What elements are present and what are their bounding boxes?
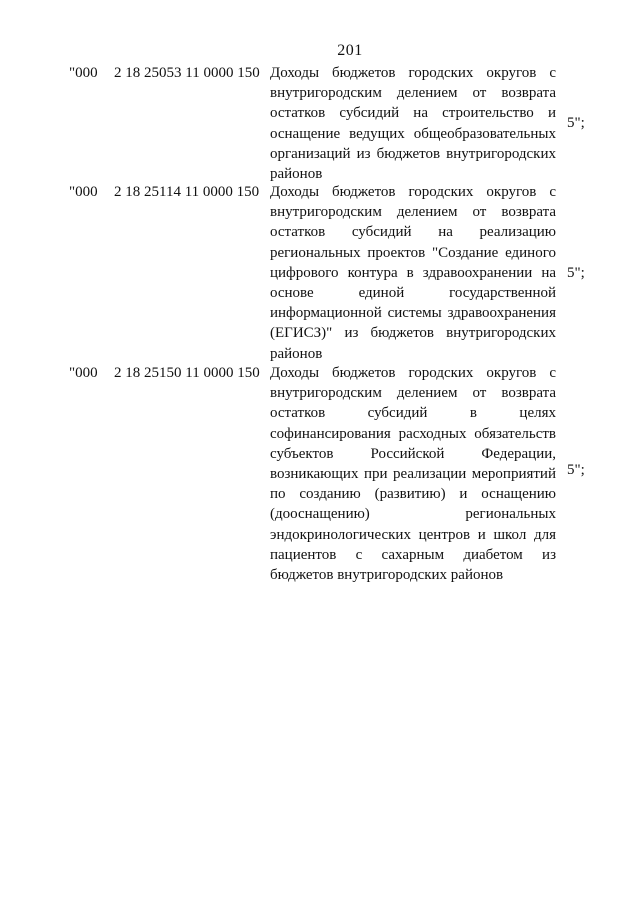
entry-description [270,182,556,364]
entry-description [270,363,556,585]
description-line: остатков субсидий на реализацию [270,224,556,241]
description-line: районов [270,165,323,182]
entry-value: 5"; [567,265,585,281]
description-line: цифрового контура в здравоохранении на [270,264,556,281]
description-line: возникающих при реализации мероприятий [270,465,556,482]
description-line: бюджетов внутригородских районов [270,566,504,583]
description-line: районов [270,345,323,362]
description-line: эндокринологических центров и школ для [270,526,556,543]
description-line: (дооснащению) региональных [270,506,556,523]
budget-code: 2 18 25150 11 0000 150 [114,365,260,381]
budget-code: 2 18 25053 11 0000 150 [114,65,260,81]
description-line: оснащение ведущих общеобразовательных [270,125,556,142]
description-line: субъектов Российской Федерации, [270,445,556,462]
description-line: остатков субсидий на строительство и [270,105,556,122]
description-line: остатков субсидий в целях [270,405,556,422]
entry-value: 5"; [567,115,585,131]
description-line: организаций из бюджетов внутригородских [270,145,556,162]
description-line: основе единой государственной [270,284,556,301]
description-line: по созданию (развитию) и оснащению [270,486,556,503]
description-line: внутригородским делением от возврата [270,204,556,221]
entry-prefix: "000 [69,65,98,81]
description-line: информационной системы здравоохранения [270,305,556,322]
description-line: Доходы бюджетов городских округов с [270,184,556,200]
description-line: (ЕГИСЗ)" из бюджетов внутригородских [270,325,556,342]
entry-prefix: "000 [69,365,98,381]
budget-code: 2 18 25114 11 0000 150 [114,184,260,200]
description-line: региональных проектов "Создание единого [270,244,556,261]
page-number: 201 [337,42,363,59]
entry-description [270,63,556,184]
description-line: внутригородским делением от возврата [270,85,556,102]
entry-prefix: "000 [69,184,98,200]
description-line: Доходы бюджетов городских округов с [270,365,556,381]
entry-value: 5"; [567,462,585,478]
description-line: внутригородским делением от возврата [270,385,556,402]
description-line: Доходы бюджетов городских округов с [270,65,556,81]
description-line: пациентов с сахарным диабетом из [270,546,556,563]
description-line: софинансирования расходных обязательств [270,425,556,442]
